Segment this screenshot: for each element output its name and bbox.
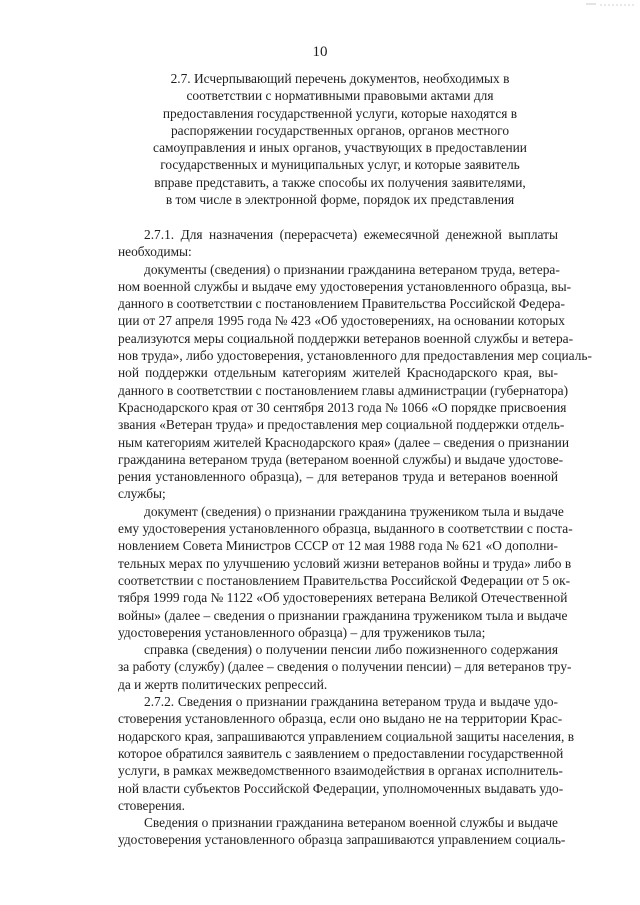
text-line: рения установленного образца), – для ветеранов труда и ветеранов военной	[118, 469, 558, 485]
paragraph	[118, 261, 592, 503]
heading-line: соответствии с нормативными правовыми актами для	[186, 88, 494, 104]
paragraph	[118, 503, 573, 641]
text-line: Краснодарского края от 30 сентября 2013 года № 1066 «О порядке присвоения	[118, 399, 567, 415]
text-line: тельных мерах по улучшению условий жизни ветеранов войны и труда» либо в	[118, 555, 572, 571]
heading-line: вправе представить, а также способы их получения заявителями,	[154, 174, 526, 190]
heading-line: 2.7. Исчерпывающий перечень документов, необходимых в	[170, 71, 510, 86]
text-line: удостоверения установленного образца) – для тружеников тыла;	[118, 624, 486, 640]
text-line: соответствии с постановлением Правительства Российской Федерации от 5 ок-	[118, 572, 571, 588]
text-line: документ (сведения) о признании гражданина тружеником тыла и выдаче	[144, 503, 564, 519]
paragraph	[118, 814, 566, 849]
text-line: ции от 27 апреля 1995 года № 423 «Об удостоверениях, на основании которых	[118, 313, 565, 329]
text-line: да и жертв политических репрессий.	[118, 676, 328, 692]
text-line: реализуются меры социальной поддержки ветеранов военной службы и ветера-	[118, 330, 574, 346]
text-line: гражданина ветераном труда (ветераном военной службы) и выдаче удостове-	[118, 451, 564, 467]
text-line: удостоверения установленного образца запрашиваются управлением социаль-	[118, 832, 566, 848]
text-line: данного в соответствии с постановлением главы администрации (губернатора)	[118, 382, 569, 398]
text-line: ной власти субъектов Российской Федерации, уполномоченных выдавать удо-	[118, 780, 564, 796]
text-line: 2.7.2. Сведения о признании гражданина ветераном труда и выдаче удо-	[144, 694, 558, 710]
text-line: службы;	[118, 486, 166, 502]
text-line: услуги, в рамках межведомственного взаимодействия в органах исполнитель-	[118, 763, 563, 779]
text-line: ным категориям жителей Краснодарского края» (далее – сведения о признании	[118, 434, 569, 450]
text-line: новлением Совета Министров СССР от 12 мая 1988 года № 621 «О дополни-	[118, 538, 558, 554]
page-number: 10	[312, 44, 328, 60]
text-line: ной поддержки отдельным категориям жителей Краснодарского края, вы-	[118, 365, 558, 381]
text-line: данного в соответствии с постановлением Правительства Российской Федера-	[118, 296, 565, 312]
text-line: стоверения установленного образца, если оно выдано не на территории Крас-	[118, 711, 563, 727]
text-line: Сведения о признании гражданина ветераном военной службы и выдаче	[144, 815, 558, 831]
heading-line: предоставления государственной услуги, которые находятся в	[162, 105, 518, 121]
text-line: необходимы:	[118, 244, 192, 260]
paragraph	[118, 693, 575, 814]
heading-line: самоуправления и иных органов, участвующих в предоставлении	[153, 140, 527, 156]
text-line: которое обратился заявитель с заявлением о предоставлении государственной	[118, 745, 564, 761]
text-line: за работу (службу) (далее – сведения о получении пенсии) – для ветеранов тру-	[118, 659, 572, 675]
scan-corner-mark	[586, 2, 636, 8]
heading-line: распоряжении государственных органов, органов местного	[170, 122, 510, 138]
text-line: нодарского края, запрашиваются управлением социальной защиты населения, в	[118, 728, 575, 744]
text-line: справка (сведения) о получении пенсии либо пожизненного содержания	[144, 642, 558, 658]
text-line: 2.7.1. Для назначения (перерасчета) ежемесячной денежной выплаты	[144, 227, 558, 242]
heading-line: в том числе в электронной форме, порядок их представления	[165, 192, 515, 208]
paragraph	[118, 641, 572, 693]
text-line: звания «Ветеран труда» и предоставления мер социальной поддержки отдель-	[118, 417, 565, 433]
text-line: ему удостоверения установленного образца, выданного в соответствии с поста-	[118, 521, 573, 537]
text-line: документы (сведения) о признании гражданина ветераном труда, ветера-	[144, 261, 560, 277]
paragraph	[118, 226, 558, 261]
heading-line: государственных и муниципальных услуг, и которые заявитель	[160, 157, 520, 173]
text-line: нов труда», либо удостоверения, установленного для предоставления мер социаль-	[118, 348, 592, 364]
text-line: стоверения.	[118, 797, 185, 813]
text-line: войны» (далее – сведения о признании гражданина тружеником тыла и выдаче	[118, 607, 568, 623]
section-heading	[150, 70, 530, 208]
text-line: тября 1999 года № 1122 «Об удостоверениях ветерана Великой Отечественной	[118, 590, 568, 606]
document-body	[118, 226, 592, 849]
text-line: ном военной службы и выдаче ему удостоверения установленного образца, вы-	[118, 278, 572, 294]
